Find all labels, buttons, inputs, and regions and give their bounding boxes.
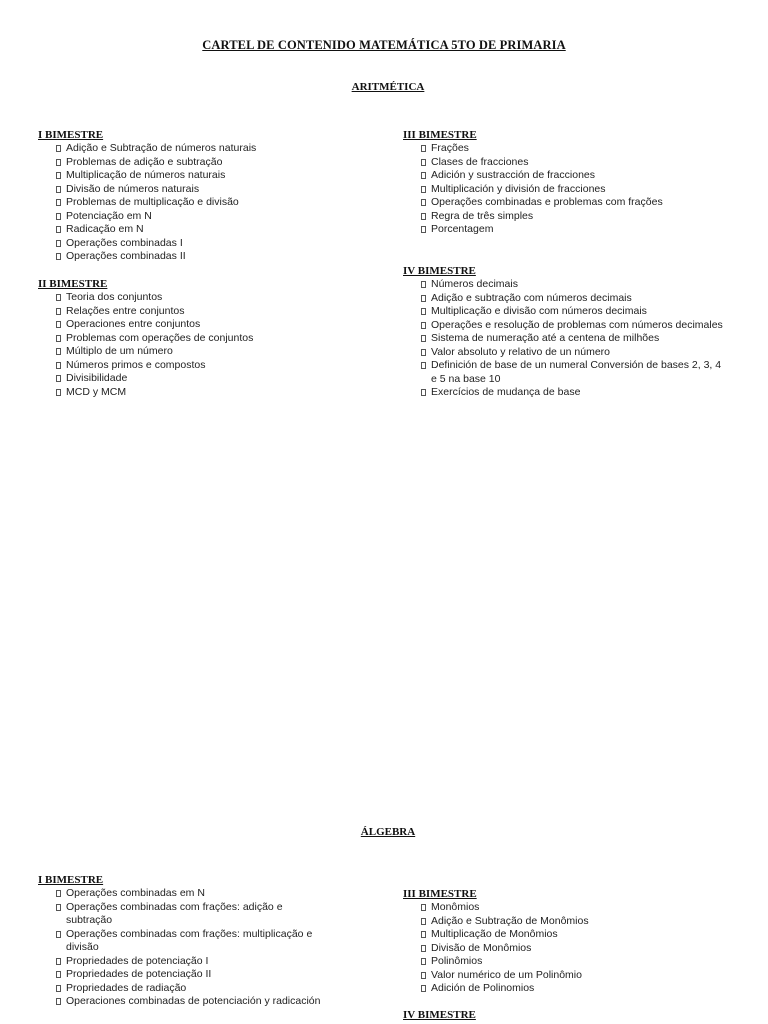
list-item-text: Problemas de adição e subtração [66, 155, 223, 168]
list-item [56, 305, 368, 319]
list-item [421, 969, 728, 983]
bimestre-heading: II BIMESTRE [38, 278, 108, 290]
list-item-text: Propriedades de potenciação II [66, 968, 212, 980]
checkbox-bullet-icon [56, 253, 61, 260]
list-item-text: Multiplicação de números naturais [66, 169, 226, 181]
list-item-text: Operações combinadas com frações: multiplicação e divisão [66, 927, 313, 953]
list-item [421, 142, 728, 156]
list-item [56, 332, 368, 346]
list-item [56, 928, 324, 955]
list-item-text: Valor absoluto y relativo de un número [431, 345, 610, 358]
list-item [421, 901, 728, 915]
checkbox-bullet-icon [421, 335, 426, 342]
checkbox-bullet-icon [56, 375, 61, 382]
algebra-bimestre-1 [38, 873, 368, 1009]
list-item [56, 982, 324, 996]
checkbox-bullet-icon [421, 186, 426, 193]
bimestre-heading: IV BIMESTRE [403, 265, 476, 277]
list-item [56, 250, 368, 264]
list-item [421, 982, 728, 996]
list-item [56, 887, 324, 901]
checkbox-bullet-icon [56, 240, 61, 247]
checkbox-bullet-icon [56, 308, 61, 315]
list-item [56, 345, 368, 359]
checkbox-bullet-icon [421, 199, 426, 206]
list-item-text: Potenciação em N [66, 209, 152, 222]
list-item [56, 210, 368, 224]
checkbox-bullet-icon [56, 145, 61, 152]
list-item [56, 291, 368, 305]
list-item [421, 278, 728, 292]
list-item-text: Divisibilidade [66, 372, 128, 384]
section-title-algebra: ÁLGEBRA [360, 826, 416, 838]
list-item-text: Operaciones entre conjuntos [66, 318, 201, 330]
list-item-text: Propriedades de potenciação I [66, 954, 209, 967]
list-item-text: Clases de fracciones [431, 155, 529, 168]
checkbox-bullet-icon [421, 904, 426, 911]
list-item-text: Porcentagem [431, 223, 494, 235]
list-item [421, 386, 728, 400]
list-item-text: Exercícios de mudança de base [431, 386, 581, 398]
topic-list [38, 291, 368, 399]
list-item [421, 319, 728, 333]
list-item-text: Multiplicación y división de fracciones [431, 182, 606, 195]
checkbox-bullet-icon [421, 172, 426, 179]
bimestre-heading: III BIMESTRE [403, 888, 477, 900]
bimestre-heading: IV BIMESTRE [403, 1009, 476, 1021]
list-item [56, 955, 324, 969]
list-item-text: Operações e resolução de problemas com números decimales [431, 318, 723, 331]
topic-list [403, 142, 728, 237]
list-item-text: Problemas de multiplicação e divisão [66, 196, 239, 208]
list-item-text: Números primos e compostos [66, 358, 206, 371]
topic-list [403, 278, 728, 400]
list-item [56, 223, 368, 237]
aritmetica-bimestre-2 [38, 277, 368, 399]
checkbox-bullet-icon [421, 972, 426, 979]
list-item-text: Regra de três simples [431, 209, 534, 222]
list-item [56, 359, 368, 373]
checkbox-bullet-icon [421, 145, 426, 152]
checkbox-bullet-icon [421, 945, 426, 952]
checkbox-bullet-icon [56, 985, 61, 992]
checkbox-bullet-icon [56, 321, 61, 328]
list-item [56, 386, 368, 400]
checkbox-bullet-icon [56, 186, 61, 193]
checkbox-bullet-icon [56, 890, 61, 897]
list-item-text: Relações entre conjuntos [66, 304, 185, 317]
checkbox-bullet-icon [421, 226, 426, 233]
topic-list [403, 901, 728, 996]
list-item-text: Adición y sustracción de fracciones [431, 169, 595, 181]
checkbox-bullet-icon [56, 213, 61, 220]
checkbox-bullet-icon [421, 308, 426, 315]
list-item-text: Propriedades de radiação [66, 981, 187, 994]
list-item [421, 928, 728, 942]
topic-list [38, 142, 368, 264]
list-item-text: Divisão de Monômios [431, 941, 532, 954]
aritmetica-bimestre-3 [403, 128, 728, 237]
checkbox-bullet-icon [56, 389, 61, 396]
list-item-text: Adição e Subtração de Monômios [431, 914, 589, 927]
list-item-text: Operações combinadas em N [66, 887, 205, 899]
list-item-text: Operações combinadas com frações: adição e subtração [66, 900, 283, 926]
list-item-text: Sistema de numeração até a centena de milhões [431, 332, 660, 344]
list-item-text: Frações [431, 142, 469, 154]
list-item-text: Adición de Polinomios [431, 982, 535, 994]
checkbox-bullet-icon [421, 389, 426, 396]
list-item [421, 292, 728, 306]
list-item-text: Monômios [431, 901, 480, 913]
checkbox-bullet-icon [56, 348, 61, 355]
list-item-text: Problemas com operações de conjuntos [66, 331, 254, 344]
list-item-text: Operações combinadas e problemas com frações [431, 196, 663, 208]
checkbox-bullet-icon [56, 199, 61, 206]
list-item-text: Operaciones combinadas de potenciación y radicación [66, 995, 321, 1007]
list-item [421, 359, 728, 386]
checkbox-bullet-icon [421, 159, 426, 166]
list-item-text: Adição e subtração com números decimais [431, 291, 632, 304]
list-item [56, 196, 368, 210]
list-item-text: Números decimais [431, 278, 518, 290]
checkbox-bullet-icon [421, 322, 426, 329]
aritmetica-bimestre-1 [38, 128, 368, 264]
list-item [56, 968, 324, 982]
checkbox-bullet-icon [56, 226, 61, 233]
document-title: CARTEL DE CONTENIDO MATEMÁTICA 5TO DE PRIMARIA [202, 38, 566, 52]
list-item-text: Operações combinadas I [66, 236, 183, 249]
checkbox-bullet-icon [421, 918, 426, 925]
checkbox-bullet-icon [56, 335, 61, 342]
list-item [421, 305, 728, 319]
list-item-text: Divisão de números naturais [66, 182, 200, 195]
list-item-text: Operações combinadas II [66, 250, 186, 262]
list-item [421, 156, 728, 170]
list-item [421, 210, 728, 224]
checkbox-bullet-icon [421, 958, 426, 965]
list-item-text: MCD y MCM [66, 385, 127, 398]
list-item [56, 995, 324, 1009]
list-item-text: Valor numérico de um Polinômio [431, 968, 582, 981]
checkbox-bullet-icon [56, 971, 61, 978]
checkbox-bullet-icon [421, 213, 426, 220]
list-item-text: Polinômios [431, 955, 483, 967]
checkbox-bullet-icon [421, 295, 426, 302]
list-item [421, 955, 728, 969]
list-item [421, 223, 728, 237]
list-item [56, 156, 368, 170]
list-item [421, 169, 728, 183]
checkbox-bullet-icon [56, 998, 61, 1005]
list-item-text: Multiplicação e divisão com números decimais [431, 305, 647, 317]
aritmetica-bimestre-4 [403, 264, 728, 400]
list-item-text: Múltiplo de um número [66, 345, 173, 357]
checkbox-bullet-icon [421, 349, 426, 356]
topic-list [38, 887, 324, 1009]
list-item [421, 332, 728, 346]
list-item [56, 169, 368, 183]
checkbox-bullet-icon [421, 931, 426, 938]
bimestre-heading: III BIMESTRE [403, 129, 477, 141]
checkbox-bullet-icon [421, 281, 426, 288]
list-item [56, 183, 368, 197]
list-item-text: Radicação em N [66, 223, 144, 235]
checkbox-bullet-icon [421, 362, 426, 369]
list-item [56, 237, 368, 251]
checkbox-bullet-icon [421, 985, 426, 992]
list-item [56, 901, 324, 928]
list-item [56, 142, 368, 156]
algebra-bimestre-3 [403, 887, 728, 996]
list-item [421, 196, 728, 210]
checkbox-bullet-icon [56, 931, 61, 938]
list-item [421, 346, 728, 360]
bimestre-heading: I BIMESTRE [38, 874, 104, 886]
list-item [56, 318, 368, 332]
checkbox-bullet-icon [56, 172, 61, 179]
list-item-text: Teoria dos conjuntos [66, 291, 163, 303]
checkbox-bullet-icon [56, 904, 61, 911]
list-item-text: Adição e Subtração de números naturais [66, 142, 257, 154]
checkbox-bullet-icon [56, 958, 61, 965]
list-item [421, 942, 728, 956]
list-item [421, 915, 728, 929]
list-item [56, 372, 368, 386]
checkbox-bullet-icon [56, 159, 61, 166]
list-item [421, 183, 728, 197]
bimestre-heading: I BIMESTRE [38, 129, 104, 141]
list-item-text: Multiplicação de Monômios [431, 928, 558, 940]
algebra-bimestre-4 [403, 1008, 728, 1022]
section-title-aritmetica: ARITMÉTICA [351, 81, 425, 93]
checkbox-bullet-icon [56, 362, 61, 369]
checkbox-bullet-icon [56, 294, 61, 301]
list-item-text: Definición de base de un numeral Conversión de bases 2, 3, 4 e 5 na base 10 [431, 359, 722, 385]
